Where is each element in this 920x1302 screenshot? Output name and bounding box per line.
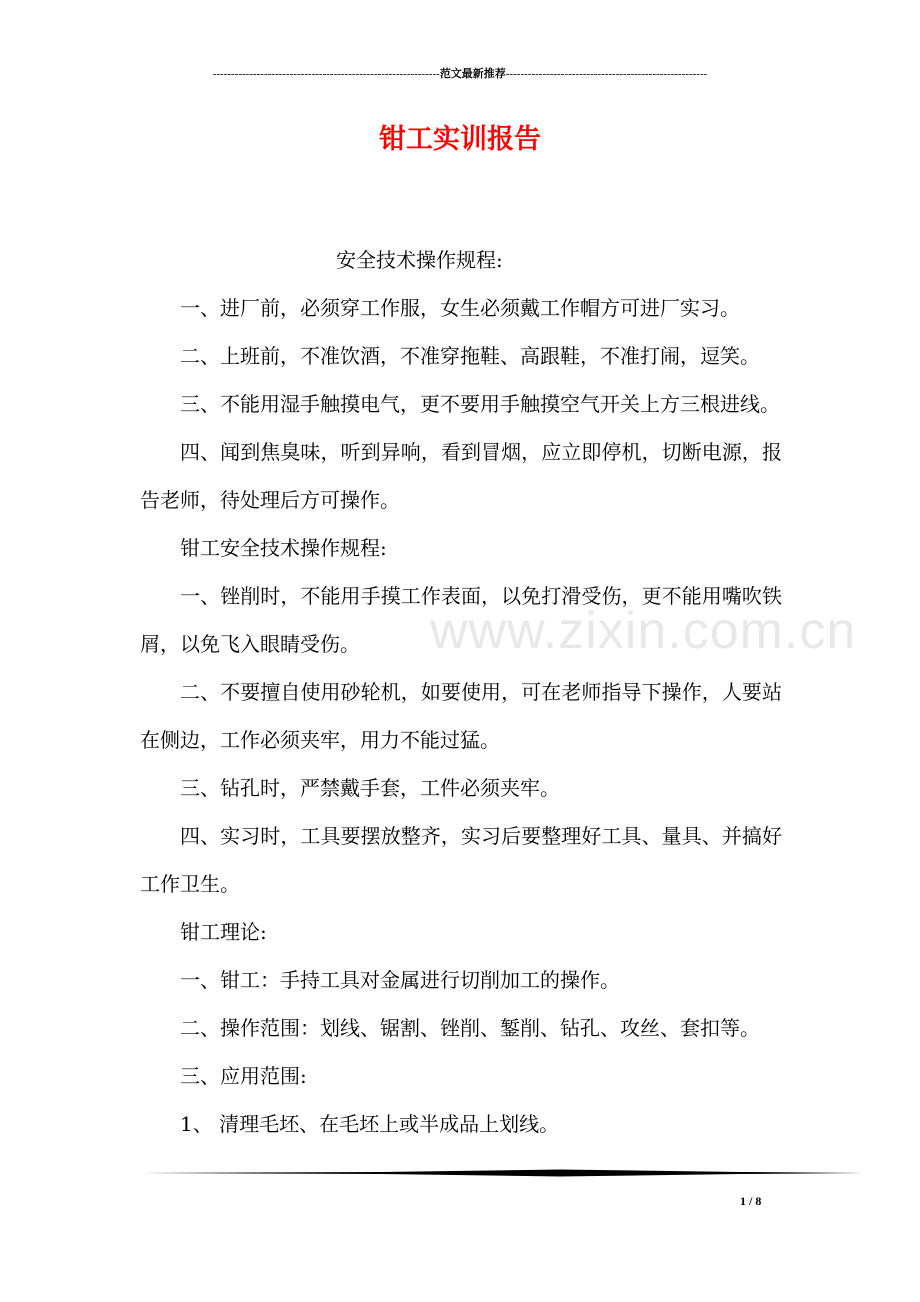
- body-paragraph: 三、不能用湿手触摸电气，更不要用手触摸空气开关上方三根进线。: [180, 392, 780, 416]
- document-title: 钳工实训报告: [379, 124, 541, 155]
- body-paragraph: 四、实习时，工具要摆放整齐，实习后要整理好工具、量具、并搞好工作卫生。: [140, 824, 782, 896]
- body-paragraph: 一、锉削时，不能用手摸工作表面，以免打滑受伤，更不能用嘴吹铁屑，以免飞入眼睛受伤。: [140, 584, 782, 656]
- header-rule: [140, 66, 780, 82]
- body-paragraph: 三、钻孔时，严禁戴手套，工件必须夹牢。: [180, 776, 560, 800]
- body-paragraph: 四、闻到焦臭味，听到异响，看到冒烟，应立即停机，切断电源，报告老师，待处理后方可操作。: [140, 440, 782, 512]
- header-label: 范文最新推荐: [439, 68, 506, 80]
- body-paragraph: 钳工理论:: [180, 920, 267, 944]
- section-subtitle: 安全技术操作规程:: [336, 248, 503, 272]
- body-paragraph: 二、操作范围：划线、锯割、锉削、錾削、钻孔、攻丝、套扣等。: [180, 1016, 760, 1040]
- body-paragraph: 1、 清理毛坯、在毛坯上或半成品上划线。: [180, 1112, 560, 1136]
- body-paragraph: 三、应用范围:: [180, 1064, 307, 1088]
- body-paragraph: 一、钳工：手持工具对金属进行切削加工的操作。: [180, 968, 620, 992]
- footer-divider: [140, 1169, 864, 1177]
- header-right-dashes: -------------------------------------------------------: [505, 68, 708, 80]
- document-body: [140, 236, 782, 1148]
- watermark: www.zixin.com.cn: [430, 602, 857, 660]
- body-paragraph: 一、进厂前，必须穿工作服，女生必须戴工作帽方可进厂实习。: [180, 296, 740, 320]
- header-left-dashes: --------------------------------------------------------------: [212, 68, 440, 80]
- body-paragraph: 二、不要擅自使用砂轮机，如要使用，可在老师指导下操作，人要站在侧边，工作必须夹牢，用力不能过猛。: [140, 680, 782, 752]
- page-number: 1 / 8: [740, 1194, 762, 1208]
- body-paragraph: 钳工安全技术操作规程:: [180, 536, 387, 560]
- body-paragraph: 二、上班前，不准饮酒，不准穿拖鞋、高跟鞋，不准打闹，逗笑。: [180, 344, 760, 368]
